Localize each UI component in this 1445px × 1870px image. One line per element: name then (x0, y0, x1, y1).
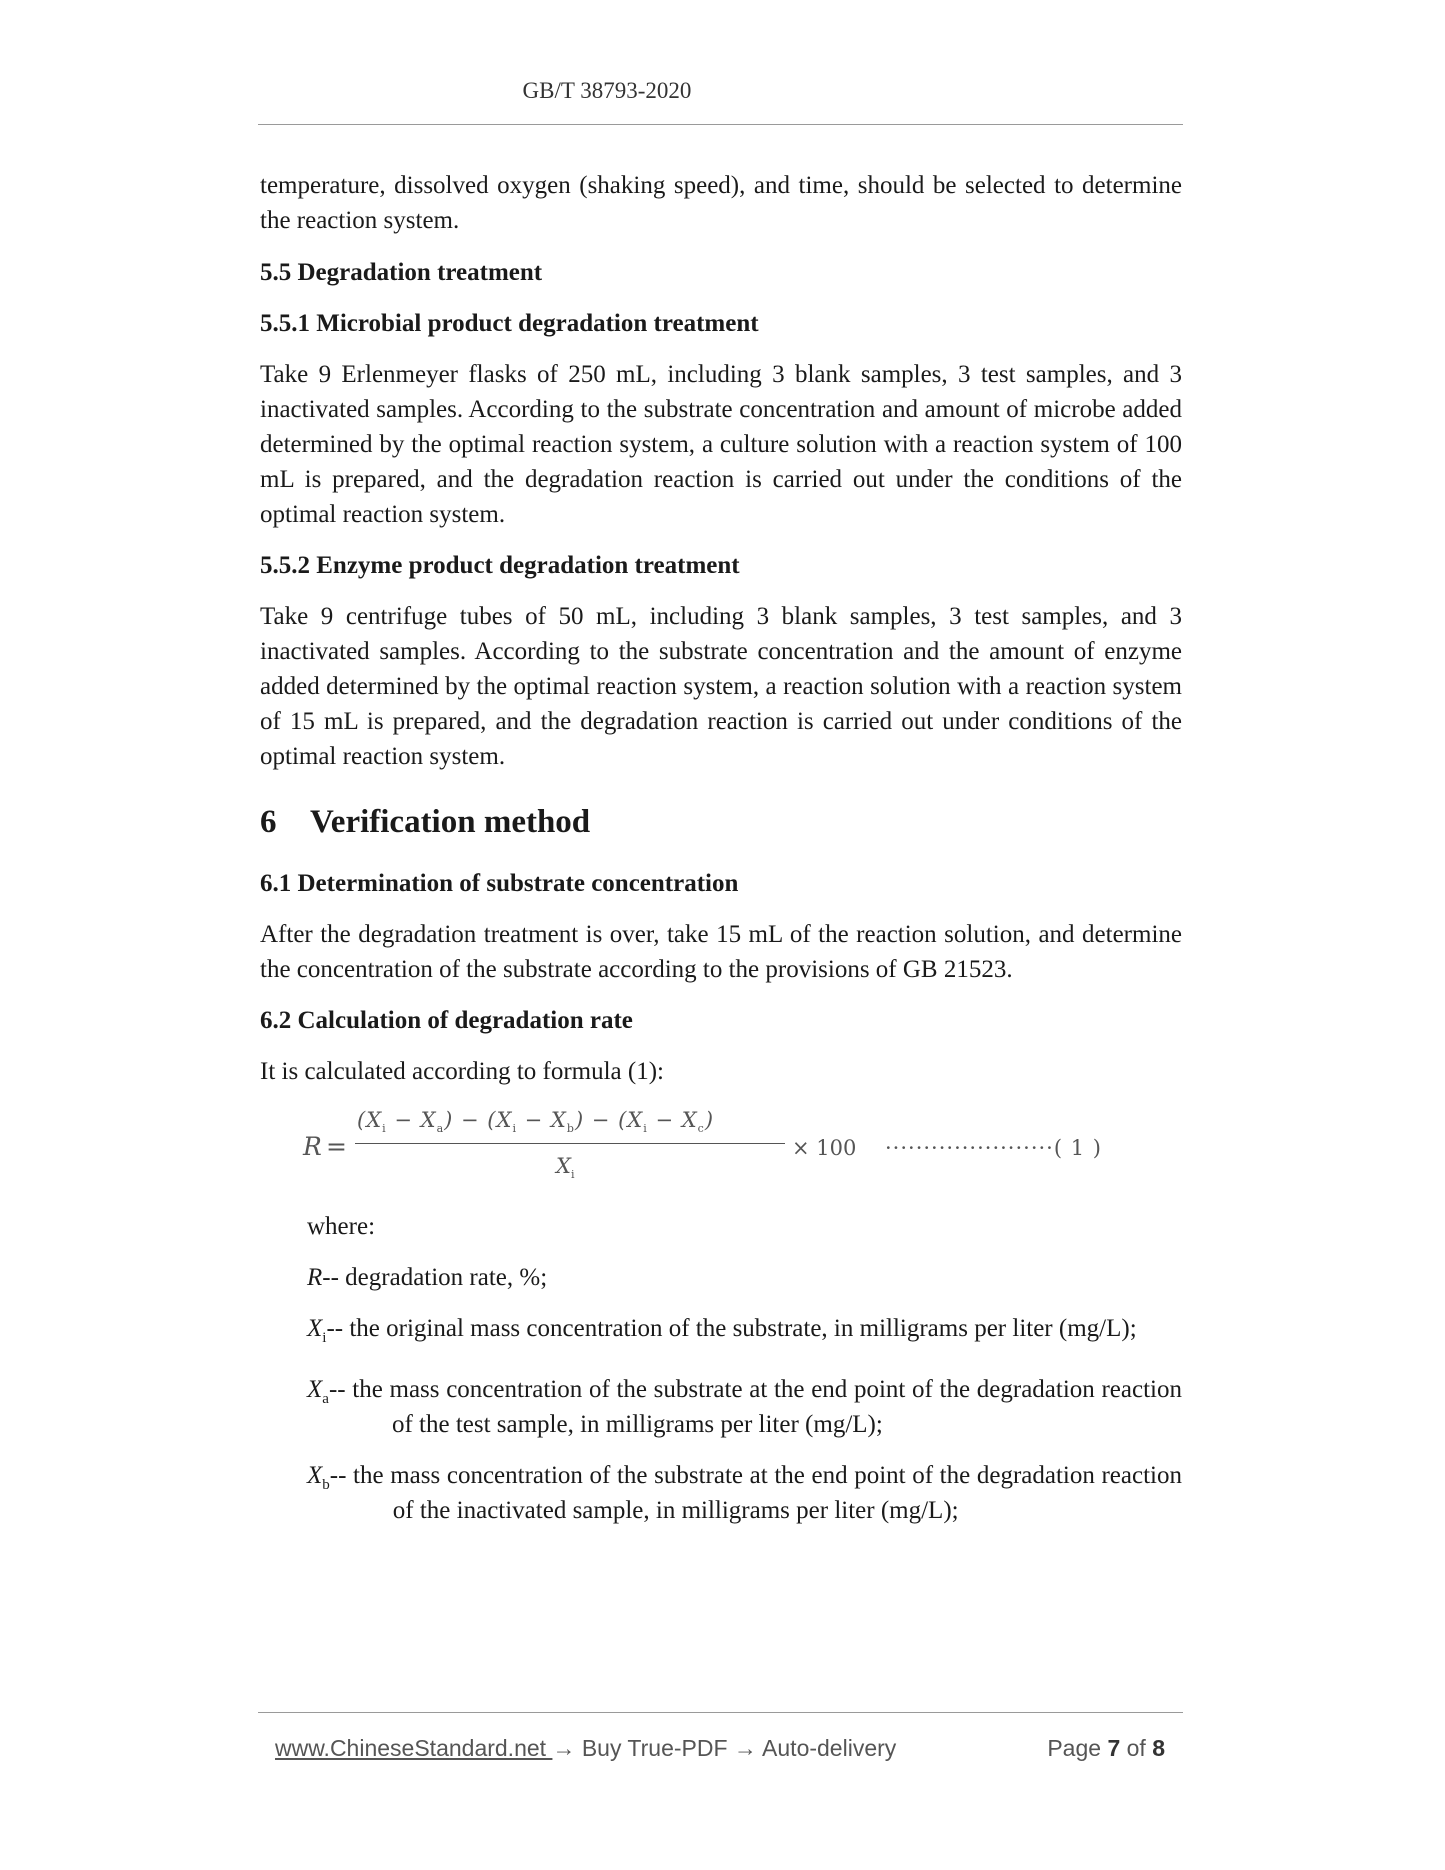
fraction-bar (355, 1143, 785, 1144)
definition-item (307, 1260, 1182, 1295)
formula-multiplier: × 100 (792, 1136, 857, 1160)
definition-text: -- the original mass concentration of the substrate, in milligrams per liter (mg/L); (326, 1315, 1137, 1342)
document-header: GB/T 38793-2020 (522, 78, 692, 103)
page-footer (275, 1735, 1165, 1762)
formula-denominator: $X_i$ (556, 1154, 575, 1182)
definition-text: -- the mass concentration of the substrate at the end point of the degradation reaction of the test sample, in milligrams per liter (mg/L); (328, 1376, 1182, 1438)
formula-1 (260, 1101, 1182, 1199)
definitions-list (307, 1209, 1182, 1528)
intro-paragraph: temperature, dissolved oxygen (shaking speed), and time, should be selected to determine the reaction system. (260, 172, 1182, 234)
definition-text: -- degradation rate, %; (322, 1264, 548, 1291)
where-label: where: (307, 1213, 376, 1240)
section-6-heading (260, 802, 1182, 842)
footer-promo (275, 1735, 896, 1761)
section-5-5-2-body: Take 9 centrifuge tubes of 50 mL, including 3 blank samples, 3 test samples, and 3 inactivated samples. According to the substrate concentration and the amount of enzyme added determined by the optimal reaction system, a reaction solution with a reaction system of 15 mL is prepared, and the degradation reaction is carried out under conditions of the optimal reaction system. (260, 603, 1182, 770)
formula-number (885, 1131, 1102, 1166)
promo-text: → Buy True-PDF → Auto-delivery (552, 1735, 897, 1761)
site-link[interactable]: www.ChineseStandard.net (275, 1735, 553, 1761)
page-indicator: Page 7 of 8 (1047, 1735, 1165, 1761)
header-divider (258, 124, 1183, 125)
formula-number-label: ( 1 ) (1053, 1136, 1102, 1160)
section-6-2-heading: 6.2 Calculation of degradation rate (260, 1007, 633, 1034)
formula-leader-dots: ······················ (885, 1136, 1054, 1160)
footer-divider (258, 1712, 1183, 1713)
section-6-1-body: After the degradation treatment is over, take 15 mL of the reaction solution, and determine the concentration of the substrate according to the provisions of GB 21523. (260, 921, 1182, 983)
section-5-5-heading: 5.5 Degradation treatment (260, 259, 543, 286)
section-6-2-intro: It is calculated according to formula (1): (260, 1058, 665, 1085)
total-pages: 8 (1152, 1735, 1165, 1761)
formula-numerator: $(X_i - X_a) - (X_i - X_b) - (X_i - X_c)$ (357, 1108, 715, 1136)
definition-text: -- the mass concentration of the substrate at the end point of the degradation reaction of the inactivated sample, in milligrams per liter (mg/L); (329, 1462, 1182, 1524)
definition-symbol: $X_i$ (307, 1315, 327, 1346)
definition-item (307, 1458, 1182, 1528)
section-6-1-heading: 6.1 Determination of substrate concentration (260, 870, 739, 897)
current-page: 7 (1107, 1735, 1121, 1761)
definition-item (307, 1372, 1182, 1442)
formula-equals: = (326, 1132, 347, 1161)
section-6-number: 6 (260, 804, 277, 840)
section-5-5-1-body: Take 9 Erlenmeyer flasks of 250 mL, including 3 blank samples, 3 test samples, and 3 inactivated samples. According to the substrate concentration and amount of microbe added determined by the optimal reaction system, a culture solution with a reaction system of 100 mL is prepared, and the degradation reaction is carried out under the conditions of the optimal reaction system. (260, 361, 1182, 528)
page-content (260, 168, 1182, 1528)
formula-lhs: R (303, 1132, 322, 1161)
definition-item (307, 1311, 1182, 1356)
definition-symbol: R (307, 1264, 323, 1291)
section-5-5-1-heading: 5.5.1 Microbial product degradation treatment (260, 310, 759, 337)
definition-symbol: $X_a$ (307, 1376, 329, 1407)
section-6-title: Verification method (310, 804, 591, 840)
section-5-5-2-heading: 5.5.2 Enzyme product degradation treatment (260, 552, 740, 579)
definition-symbol: $X_b$ (307, 1462, 330, 1493)
